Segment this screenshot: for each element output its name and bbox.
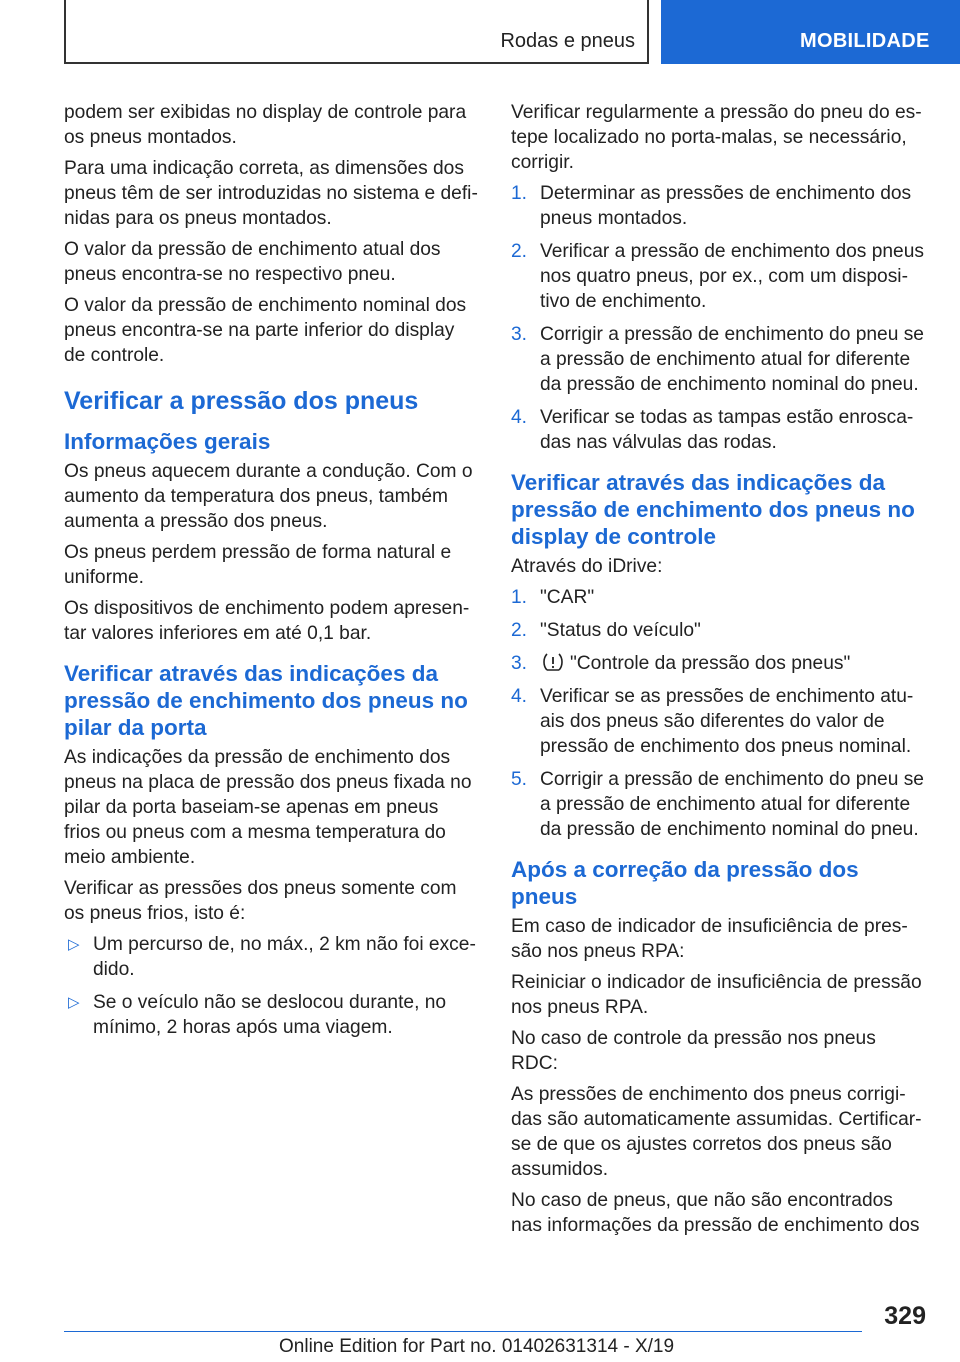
step-number: 3. — [511, 653, 528, 674]
step-text: Verificar se as pressões de enchimento atuais dos pneus são diferentes do valor de pressão de enchimento dos pneus nominal. — [540, 686, 914, 757]
step-number: 3. — [511, 324, 528, 345]
paragraph: Reiniciar o indicador de insuficiência de pressão nos pneus RPA. — [511, 972, 922, 1018]
header-chapter-tab — [661, 0, 960, 64]
tire-pressure-warning-icon — [542, 651, 564, 673]
list-item — [511, 405, 926, 455]
numbered-list — [511, 585, 926, 842]
paragraph: Os pneus perdem pressão de forma natural e uniforme. — [64, 542, 452, 588]
list-item — [64, 932, 479, 982]
list-item — [511, 684, 926, 759]
numbered-list — [511, 181, 926, 455]
list-item — [511, 651, 926, 676]
list-item — [511, 585, 926, 610]
paragraph: O valor da pressão de enchimento nominal dos pneus encontra-se na parte inferior do display de controle. — [64, 295, 467, 366]
list-item — [511, 181, 926, 231]
step-number: 5. — [511, 769, 528, 790]
page-number: 329 — [884, 1302, 926, 1330]
step-number: 4. — [511, 686, 528, 707]
step-text: "Status do veículo" — [540, 620, 701, 641]
step-text: "CAR" — [540, 587, 595, 608]
step-number: 4. — [511, 407, 528, 428]
step-text: Determinar as pressões de enchimento dos pneus montados. — [540, 183, 912, 229]
paragraph: Os dispositivos de enchimento podem apresentar valores inferiores em até 0,1 bar. — [64, 598, 470, 644]
header-chapter-title: MOBILIDADE — [800, 30, 930, 52]
bullet-list — [64, 932, 479, 1040]
footer-edition — [279, 1336, 674, 1358]
step-text: Verificar se todas as tampas estão enroscadas nas válvulas das rodas. — [540, 407, 914, 453]
step-number: 2. — [511, 241, 528, 262]
step-number: 1. — [511, 183, 528, 204]
step-text: "Controle da pressão dos pneus" — [570, 653, 851, 674]
subsection-heading: Informações gerais — [64, 429, 271, 454]
subsection-heading: Verificar através das indicações da pressão de enchimento dos pneus no display de controle — [511, 470, 915, 549]
footer-edition-text: Online Edition for Part no. 01402631314 - X/19 — [279, 1336, 675, 1357]
list-item — [511, 322, 926, 397]
subsection-heading: Após a correção da pressão dos pneus — [511, 857, 859, 909]
list-item — [511, 239, 926, 314]
paragraph: O valor da pressão de enchimento atual dos pneus encontra-se no respectivo pneu. — [64, 239, 441, 285]
paragraph: No caso de pneus, que não são encontrados nas informações da pressão de enchimento dos — [511, 1190, 920, 1236]
paragraph: Para uma indicação correta, as dimensões dos pneus têm de ser introduzidas no sistema e definidas para os pneus montados. — [64, 158, 478, 229]
left-column — [64, 100, 479, 1048]
list-item-text: Se o veículo não se deslocou durante, no mínimo, 2 horas após uma viagem. — [93, 992, 447, 1038]
paragraph: As indicações da pressão de enchimento dos pneus na placa de pressão dos pneus fixada no pilar da porta baseiam-se apenas em pneus frios ou pneus com a mesma temperatura do meio ambiente. — [64, 747, 472, 868]
right-column — [511, 100, 926, 1244]
list-item — [511, 767, 926, 842]
step-number: 1. — [511, 587, 528, 608]
step-text: Corrigir a pressão de enchimento do pneu se a pressão de enchimento atual for diferente da pressão de enchimento nominal do pneu. — [540, 324, 924, 395]
triangle-bullet-icon: ▷ — [68, 994, 80, 1011]
paragraph: No caso de controle da pressão nos pneus RDC: — [511, 1028, 876, 1074]
paragraph: Verificar as pressões dos pneus somente com os pneus frios, isto é: — [64, 878, 457, 924]
section-heading: Verificar a pressão dos pneus — [64, 387, 419, 415]
paragraph: podem ser exibidas no display de controle para os pneus montados. — [64, 102, 467, 148]
list-item — [64, 990, 479, 1040]
paragraph: Os pneus aquecem durante a condução. Com o aumento da temperatura dos pneus, também aumenta a pressão dos pneus. — [64, 461, 473, 532]
step-number: 2. — [511, 620, 528, 641]
subsection-heading: Verificar através das indicações da pressão de enchimento dos pneus no pilar da porta — [64, 661, 468, 740]
triangle-bullet-icon: ▷ — [68, 936, 80, 953]
paragraph: As pressões de enchimento dos pneus corrigidas são automaticamente assumidas. Certificar-se de que os ajustes corretos dos pneus são assumidos. — [511, 1084, 922, 1180]
header-section-title: Rodas e pneus — [500, 30, 635, 52]
footer-divider — [64, 1331, 862, 1332]
step-text: Verificar a pressão de enchimento dos pneus nos quatro pneus, por ex., com um dispositivo de enchimento. — [540, 241, 924, 312]
paragraph: Verificar regularmente a pressão do pneu do estepe localizado no porta-malas, se necessário, corrigir. — [511, 102, 922, 173]
step-text: Corrigir a pressão de enchimento do pneu se a pressão de enchimento atual for diferente da pressão de enchimento nominal do pneu. — [540, 769, 924, 840]
paragraph: Através do iDrive: — [511, 556, 663, 577]
paragraph: Em caso de indicador de insuficiência de pressão nos pneus RPA: — [511, 916, 908, 962]
list-item — [511, 618, 926, 643]
list-item-text: Um percurso de, no máx., 2 km não foi excedido. — [93, 934, 476, 980]
